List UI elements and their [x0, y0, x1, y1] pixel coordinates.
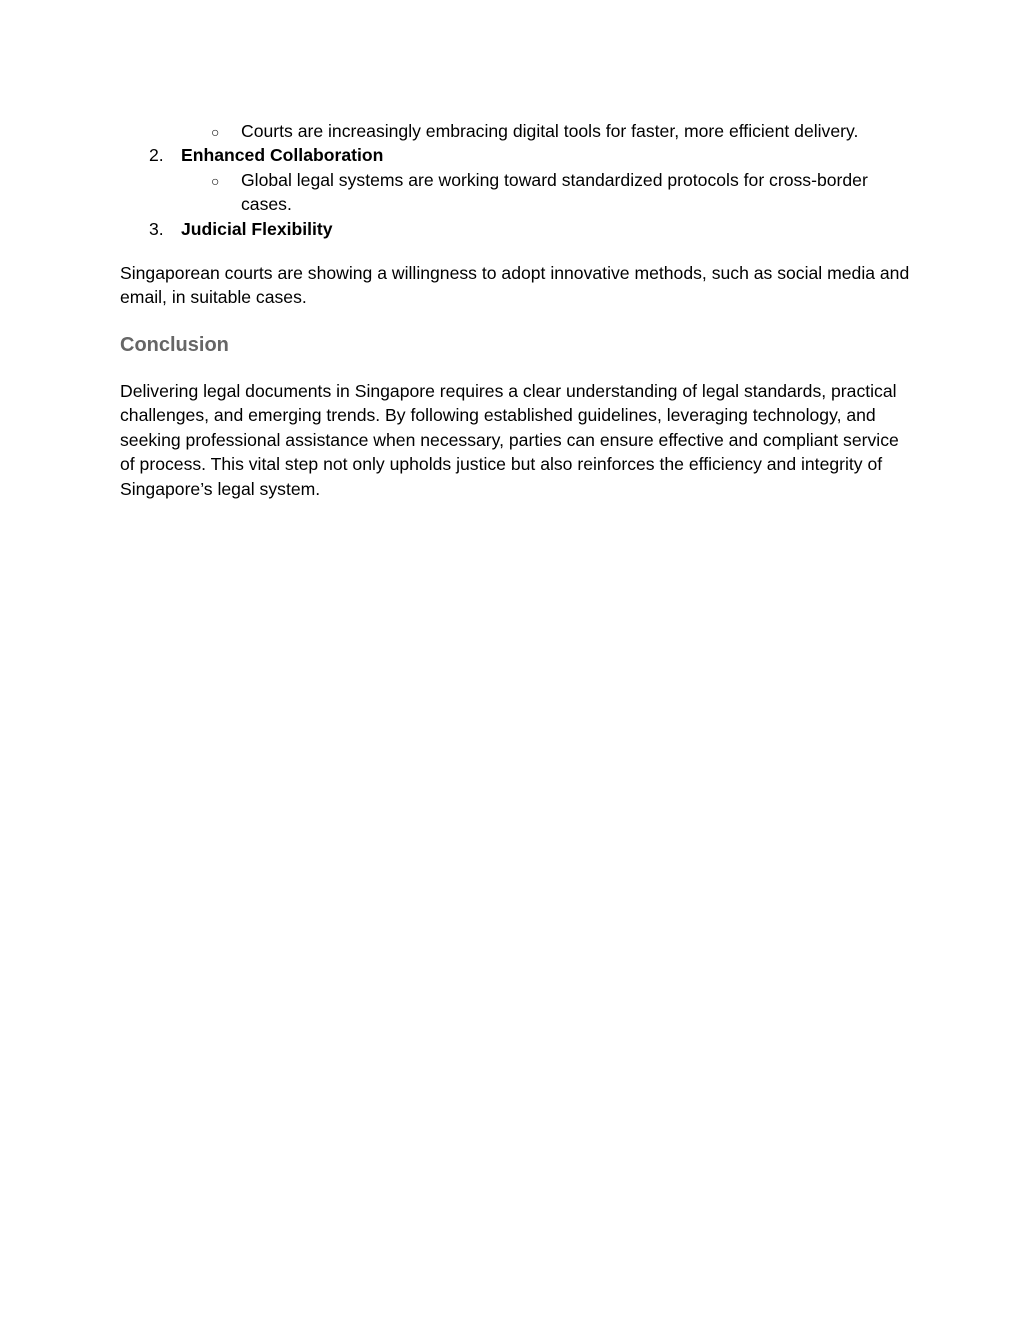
bullet-icon: ○: [211, 173, 220, 189]
list-sub-item: Courts are increasingly embracing digital tools for faster, more efficient delivery.: [241, 121, 859, 141]
section-heading: Conclusion: [120, 334, 229, 356]
list-number: 3.: [149, 219, 164, 239]
list-item-heading: Enhanced Collaboration: [181, 145, 384, 165]
list-number: 2.: [149, 145, 164, 165]
conclusion-paragraph: Delivering legal documents in Singapore requires a clear understanding of legal standards, practical challenges, and emerging trends. By following established guidelines, leveraging technology, and seeking professional assistance when necessary, parties can ensure effective and compliant service of process. This vital step not only upholds justice but also reinforces the efficiency and integrity of Singapore’s legal system.: [120, 381, 899, 499]
list-sub-item: Global legal systems are working toward standardized protocols for cross-border cases.: [241, 170, 868, 215]
list-item-heading: Judicial Flexibility: [181, 219, 333, 239]
bullet-icon: ○: [211, 124, 220, 140]
body-paragraph: Singaporean courts are showing a willingness to adopt innovative methods, such as social media and email, in suitable cases.: [120, 263, 910, 308]
